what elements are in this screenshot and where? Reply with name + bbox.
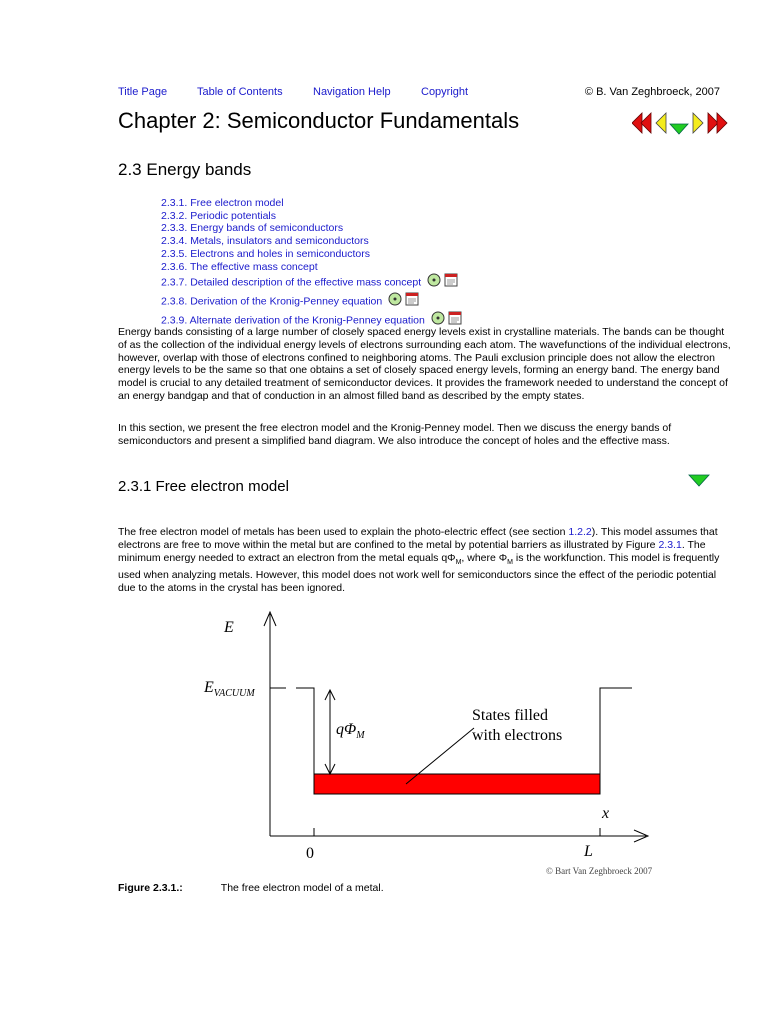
down-icon[interactable] bbox=[670, 124, 688, 134]
navigation-help-link[interactable]: Navigation Help bbox=[313, 86, 391, 98]
axis-label-e: E bbox=[224, 619, 234, 636]
pdf-icon[interactable] bbox=[405, 292, 419, 311]
workfunction-arrow bbox=[325, 690, 335, 774]
section-1-2-2-link[interactable]: 1.2.2 bbox=[568, 526, 592, 538]
position-axis bbox=[270, 828, 648, 842]
length-label: L bbox=[584, 843, 593, 860]
last-page-icon[interactable] bbox=[708, 113, 727, 133]
toc-row-kronig-penney bbox=[161, 292, 462, 311]
toc-item-energy-bands[interactable]: 2.3.3. Energy bands of semiconductors bbox=[161, 222, 344, 235]
cd-icon[interactable] bbox=[427, 273, 441, 292]
chapter-title: Chapter 2: Semiconductor Fundamentals bbox=[118, 108, 520, 133]
workfunction-label: $q\Phi_M$ bbox=[336, 721, 365, 741]
cd-icon[interactable] bbox=[388, 292, 402, 311]
pdf-icon[interactable] bbox=[444, 273, 458, 292]
toc-item-detailed-effective-mass[interactable]: 2.3.7. Detailed description of the effective mass concept bbox=[161, 276, 422, 289]
toc-item-electrons-holes[interactable]: 2.3.5. Electrons and holes in semiconductors bbox=[161, 247, 370, 260]
caption-label: Figure 2.3.1.: bbox=[118, 882, 183, 894]
nav-buttons bbox=[632, 110, 730, 136]
intro-paragraph: Energy bands consisting of a large number of closely spaced energy levels exist in crystalline materials. The bands can be thought of as the collection of the individual energy levels of electrons surrounding each atom. The wavefunctions of the individual electrons, however, overlap with those of electrons confined to neighboring atoms. The Pauli exclusion principle does not allow the electron energy levels to be the same so that one obtains a set of closely spaced energy levels, forming an energy band. The energy band model is crucial to any detailed treatment of semiconductor devices. It provides the framework needed to understand the concept of an energy bandgap and that of conduction in an almost filled band as described by the empty states. bbox=[118, 326, 731, 402]
vacuum-level-label: $E_{VACUUM}$ bbox=[204, 679, 255, 699]
overview-paragraph: In this section, we present the free electron model and the Kronig-Penney model. Then we discuss the energy bands of semiconductors and present a simplified band diagram. We also introduce the concept of holes and the effective mass. bbox=[118, 422, 672, 447]
caption-text: The free electron model of a metal. bbox=[220, 882, 384, 894]
axis-label-x: x bbox=[602, 805, 610, 822]
toc-item-kronig-penney[interactable]: 2.3.8. Derivation of the Kronig-Penney equation bbox=[161, 295, 383, 308]
toc-item-periodic-potentials[interactable]: 2.3.2. Periodic potentials bbox=[161, 209, 276, 222]
toc-item-metals-insulators[interactable]: 2.3.4. Metals, insulators and semiconductors bbox=[161, 235, 369, 248]
free-electron-model-figure bbox=[196, 604, 676, 880]
copyright-link[interactable]: Copyright bbox=[421, 86, 469, 98]
figure-caption bbox=[118, 882, 384, 894]
energy-axis bbox=[264, 612, 276, 836]
section-toc bbox=[161, 197, 462, 330]
first-page-icon[interactable] bbox=[632, 113, 651, 133]
table-of-contents-link[interactable]: Table of Contents bbox=[197, 86, 283, 98]
next-page-icon[interactable] bbox=[693, 113, 703, 133]
figure-copyright: © Bart Van Zeghbroeck 2007 bbox=[546, 866, 653, 876]
figure-2-3-1-link[interactable]: 2.3.1 bbox=[658, 538, 682, 551]
filled-states-band bbox=[314, 774, 600, 794]
toc-row-detailed-effective-mass bbox=[161, 273, 462, 292]
toc-item-alt-kronig-penney[interactable]: 2.3.9. Alternate derivation of the Kronig-Penney equation bbox=[161, 314, 425, 327]
previous-page-icon[interactable] bbox=[656, 113, 666, 133]
copyright-notice: © B. Van Zeghbroeck, 2007 bbox=[584, 86, 720, 98]
states-filled-label: States filled bbox=[472, 707, 548, 724]
free-electron-paragraph: The free electron model of metals has been used to explain the photo-electric effect (see section 1.2.2). This model assumes that electrons are free to move within the metal but are confined to the metal by potential barriers as illustrated by Figure 2.3.1. The minimum energy needed to extract an electron from the metal equals $q\Phi_M$, where $\Phi_M$ is the workfunction. This model is frequently used when analyzing metals. However, this model does not work well for semiconductors since the effect of the periodic potential due to the atoms in the crystal has been ignored. bbox=[118, 526, 720, 595]
toc-item-effective-mass[interactable]: 2.3.6. The effective mass concept bbox=[161, 260, 318, 273]
down-icon[interactable] bbox=[688, 474, 710, 493]
title-page-link[interactable]: Title Page bbox=[118, 86, 168, 98]
subsection-title: 2.3.1 Free electron model bbox=[118, 478, 289, 495]
toc-item-free-electron[interactable]: 2.3.1. Free electron model bbox=[161, 197, 284, 209]
origin-label: 0 bbox=[306, 845, 314, 862]
with-electrons-label: with electrons bbox=[472, 727, 563, 744]
section-title: 2.3 Energy bands bbox=[118, 160, 252, 179]
